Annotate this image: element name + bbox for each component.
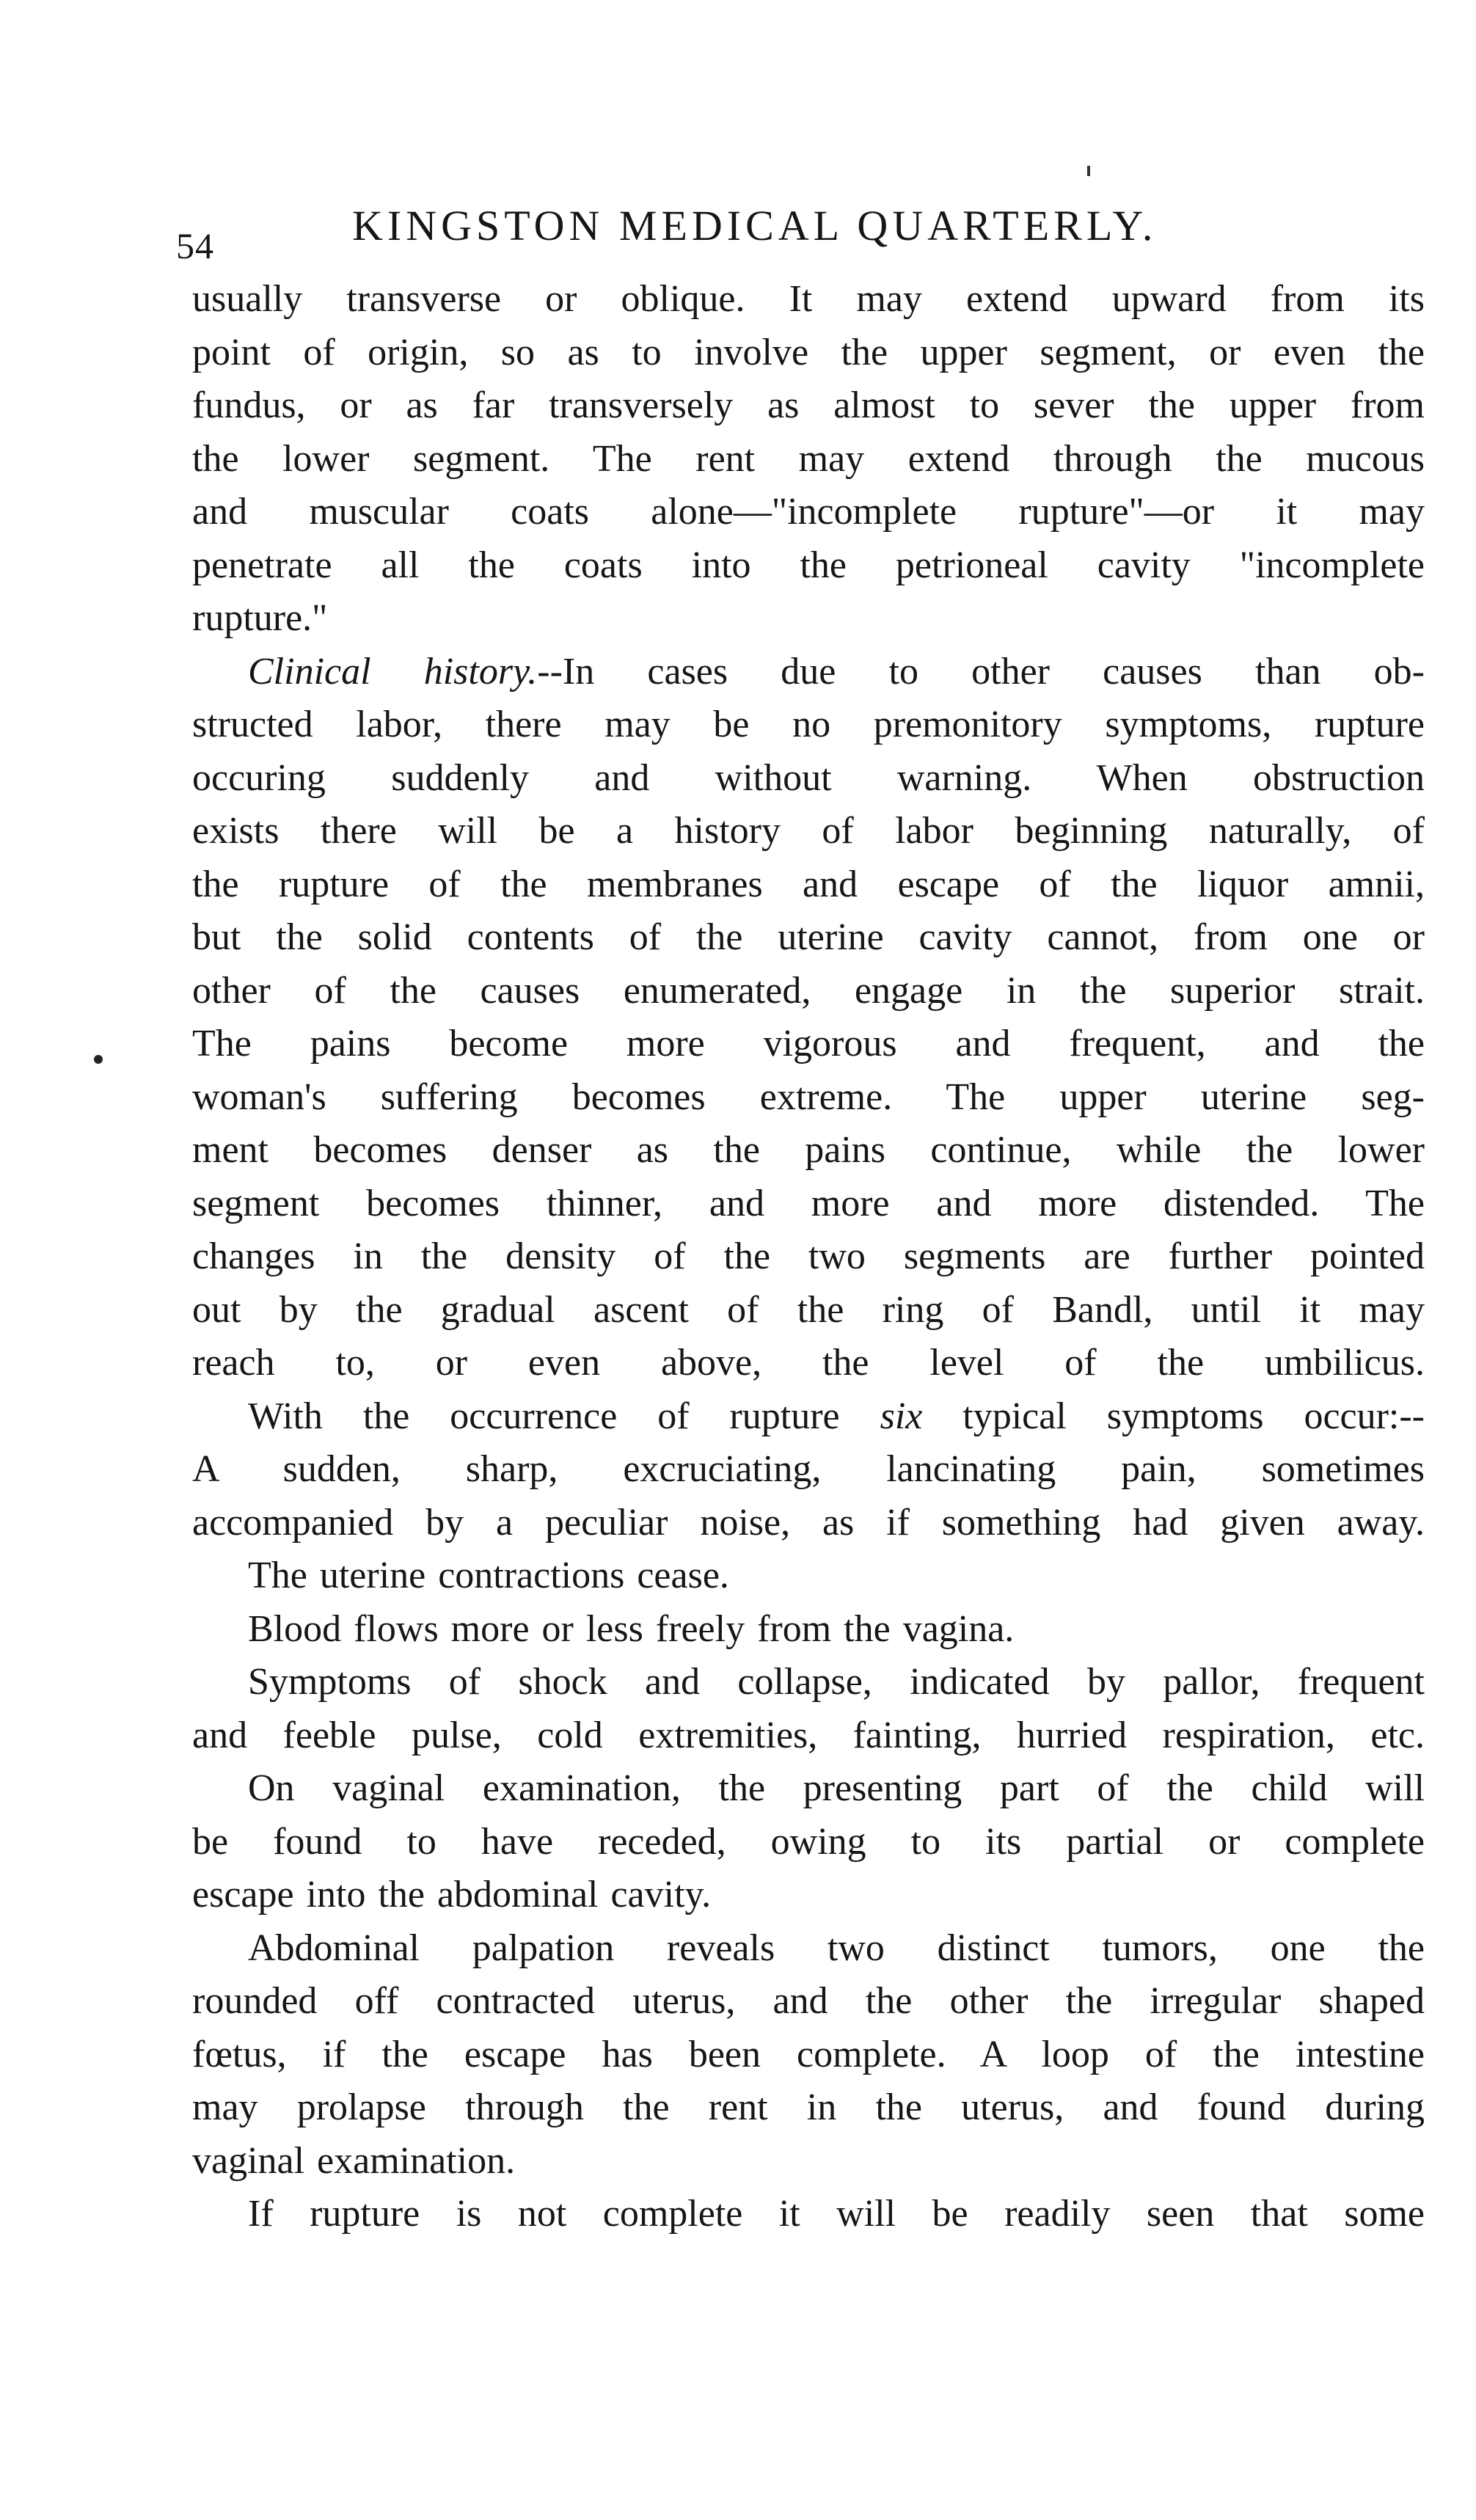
page-header <box>176 182 1232 266</box>
text-line: may prolapse through the rent in the uterus, and found during <box>192 2086 1425 2128</box>
text-line: occuring suddenly and without warning. When obstruction <box>192 756 1425 799</box>
text-line: but the solid contents of the uterine cavity cannot, from one or <box>192 916 1425 958</box>
text-line: The uterine contractions cease. <box>248 1555 729 1596</box>
text-line: exists there will be a history of labor beginning naturally, of <box>192 810 1425 852</box>
margin-mark <box>94 1055 103 1064</box>
text-line: structed labor, there may be no premonitory symptoms, rupture <box>192 704 1425 745</box>
text-line: escape into the abdominal cavity. <box>192 1874 712 1915</box>
text-line: On vaginal examination, the presenting part of the child will <box>248 1767 1425 1809</box>
text-line: usually transverse or oblique. It may extend upward from its <box>192 278 1425 320</box>
print-speck <box>1087 166 1090 176</box>
text-line: Symptoms of shock and collapse, indicated by pallor, frequent <box>248 1661 1425 1703</box>
running-head: KINGSTON MEDICAL QUARTERLY. <box>352 202 1158 249</box>
text-line: vaginal examination. <box>192 2139 516 2182</box>
text-line: rupture." <box>192 597 328 639</box>
text-line: reach to, or even above, the level of the umbilicus. <box>192 1342 1425 1384</box>
text-line: other of the causes enumerated, engage in the superior strait. <box>192 969 1425 1012</box>
text-line: and muscular coats alone—"incomplete rupture"—or it may <box>192 491 1425 533</box>
text-line: and feeble pulse, cold extremities, fainting, hurried respiration, etc. <box>192 1714 1425 1756</box>
text-line: point of origin, so as to involve the upper segment, or even the <box>192 331 1425 373</box>
occurrence-end: typical symptoms occur:-- <box>922 1395 1425 1437</box>
text-line: segment becomes thinner, and more and more distended. The <box>192 1182 1425 1224</box>
text-line: A sudden, sharp, excruciating, lancinating pain, sometimes <box>192 1448 1425 1490</box>
text-line: accompanied by a peculiar noise, as if something had given away. <box>192 1501 1425 1544</box>
page-number: 54 <box>176 225 214 266</box>
text-line: ment becomes denser as the pains continue, while the lower <box>192 1129 1425 1171</box>
body-text <box>192 273 1425 2241</box>
clinical-history-paragraph-start <box>192 646 1425 699</box>
clinical-history-first-line: --In cases due to other causes than ob- <box>537 650 1425 693</box>
six-emphasis: six <box>880 1395 923 1437</box>
text-line: changes in the density of the two segments are further pointed <box>192 1235 1425 1277</box>
text-line: rounded off contracted uterus, and the other the irregular shaped <box>192 1980 1425 2022</box>
clinical-history-heading: Clinical history. <box>248 650 538 693</box>
text-line: Blood flows more or less freely from the vagina. <box>248 1607 1015 1650</box>
text-line: If rupture is not complete it will be readily seen that some <box>248 2193 1425 2235</box>
text-line: The pains become more vigorous and frequent, and the <box>192 1023 1425 1064</box>
text-line: fœtus, if the escape has been complete. A loop of the intestine <box>192 2033 1425 2075</box>
text-line: penetrate all the coats into the petrioneal cavity "incomplete <box>192 544 1425 586</box>
text-line: woman's suffering becomes extreme. The upper uterine seg- <box>192 1075 1425 1118</box>
text-line: the lower segment. The rent may extend through the mucous <box>192 437 1425 480</box>
text-line: the rupture of the membranes and escape of the liquor amnii, <box>192 863 1425 905</box>
occurrence-start: With the occurrence of rupture <box>248 1395 880 1437</box>
text-line: fundus, or as far transversely as almost to sever the upper from <box>192 384 1425 426</box>
occurrence-line <box>192 1390 1425 1444</box>
text-line: out by the gradual ascent of the ring of Bandl, until it may <box>192 1288 1425 1331</box>
text-line: be found to have receded, owing to its partial or complete <box>192 1820 1425 1863</box>
text-line: Abdominal palpation reveals two distinct tumors, one the <box>248 1926 1425 1969</box>
